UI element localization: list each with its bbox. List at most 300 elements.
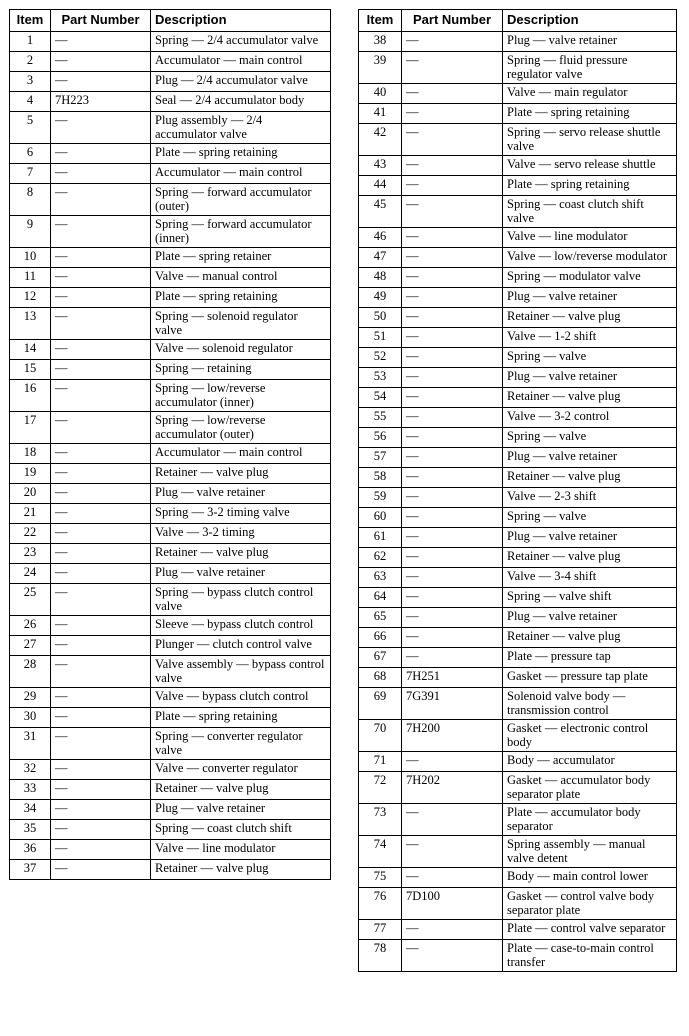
part-number-cell: 7G391 — [402, 688, 503, 720]
table-row — [359, 836, 677, 868]
table-row — [10, 340, 331, 360]
part-number-cell: — — [402, 348, 503, 368]
table-row — [359, 368, 677, 388]
item-cell: 62 — [359, 548, 402, 568]
item-cell: 35 — [10, 820, 51, 840]
table-row — [10, 760, 331, 780]
description-cell: Spring — 3-2 timing valve — [151, 504, 331, 524]
item-cell: 30 — [10, 708, 51, 728]
table-row — [10, 860, 331, 880]
item-cell: 77 — [359, 920, 402, 940]
description-cell: Plug — valve retainer — [503, 448, 677, 468]
part-number-cell: — — [51, 820, 151, 840]
item-cell: 65 — [359, 608, 402, 628]
part-number-cell: — — [51, 380, 151, 412]
part-number-cell: — — [402, 804, 503, 836]
description-cell: Spring — servo release shuttle valve — [503, 124, 677, 156]
table-row — [359, 32, 677, 52]
part-number-cell: — — [402, 868, 503, 888]
part-number-cell: — — [51, 184, 151, 216]
table-row — [10, 504, 331, 524]
item-cell: 19 — [10, 464, 51, 484]
description-cell: Retainer — valve plug — [151, 464, 331, 484]
description-cell: Accumulator — main control — [151, 52, 331, 72]
description-cell: Spring — low/reverse accumulator (inner) — [151, 380, 331, 412]
table-row — [10, 144, 331, 164]
description-cell: Plate — case-to-main control transfer — [503, 940, 677, 972]
part-number-cell: — — [51, 32, 151, 52]
part-number-cell: — — [402, 588, 503, 608]
table-row — [359, 328, 677, 348]
description-cell: Valve assembly — bypass control valve — [151, 656, 331, 688]
part-number-cell: — — [51, 760, 151, 780]
description-cell: Accumulator — main control — [151, 444, 331, 464]
part-number-cell: — — [51, 444, 151, 464]
item-cell: 57 — [359, 448, 402, 468]
description-cell: Spring — valve — [503, 508, 677, 528]
item-cell: 33 — [10, 780, 51, 800]
parts-table-left — [9, 9, 331, 880]
item-cell: 68 — [359, 668, 402, 688]
item-cell: 31 — [10, 728, 51, 760]
table-row — [359, 308, 677, 328]
table-row — [10, 636, 331, 656]
table-row — [10, 32, 331, 52]
item-cell: 39 — [359, 52, 402, 84]
item-cell: 58 — [359, 468, 402, 488]
table-row — [10, 248, 331, 268]
item-cell: 15 — [10, 360, 51, 380]
table-row — [359, 608, 677, 628]
description-cell: Retainer — valve plug — [503, 468, 677, 488]
item-cell: 20 — [10, 484, 51, 504]
table-row — [10, 112, 331, 144]
description-cell: Spring — solenoid regulator valve — [151, 308, 331, 340]
item-cell: 41 — [359, 104, 402, 124]
table-row — [10, 544, 331, 564]
item-cell: 29 — [10, 688, 51, 708]
part-number-cell: — — [51, 800, 151, 820]
part-number-cell: — — [402, 368, 503, 388]
item-cell: 3 — [10, 72, 51, 92]
part-number-cell: — — [402, 940, 503, 972]
table-row — [359, 176, 677, 196]
part-number-cell: — — [51, 412, 151, 444]
part-number-cell: — — [402, 228, 503, 248]
table-row — [359, 196, 677, 228]
table-row — [359, 288, 677, 308]
description-cell: Valve — converter regulator — [151, 760, 331, 780]
part-number-cell: — — [402, 508, 503, 528]
item-cell: 56 — [359, 428, 402, 448]
description-cell: Plate — pressure tap — [503, 648, 677, 668]
table-row — [359, 868, 677, 888]
part-number-cell: — — [402, 104, 503, 124]
part-number-cell: — — [402, 248, 503, 268]
part-number-cell: 7H202 — [402, 772, 503, 804]
part-number-cell: — — [51, 268, 151, 288]
part-number-cell: — — [51, 52, 151, 72]
table-row — [10, 484, 331, 504]
table-row — [10, 184, 331, 216]
part-number-cell: — — [402, 628, 503, 648]
description-cell: Spring — low/reverse accumulator (outer) — [151, 412, 331, 444]
part-number-cell: — — [402, 288, 503, 308]
item-cell: 5 — [10, 112, 51, 144]
description-cell: Solenoid valve body — transmission control — [503, 688, 677, 720]
item-cell: 4 — [10, 92, 51, 112]
table-row — [10, 308, 331, 340]
item-cell: 59 — [359, 488, 402, 508]
item-cell: 6 — [10, 144, 51, 164]
item-cell: 54 — [359, 388, 402, 408]
part-number-cell: — — [402, 32, 503, 52]
part-number-cell: — — [51, 860, 151, 880]
table-row — [10, 92, 331, 112]
item-cell: 34 — [10, 800, 51, 820]
description-cell: Valve — low/reverse modulator — [503, 248, 677, 268]
part-number-cell: — — [51, 484, 151, 504]
table-row — [359, 668, 677, 688]
item-cell: 43 — [359, 156, 402, 176]
item-cell: 67 — [359, 648, 402, 668]
part-number-cell: — — [402, 408, 503, 428]
description-cell: Spring assembly — manual valve detent — [503, 836, 677, 868]
item-cell: 14 — [10, 340, 51, 360]
part-number-cell: — — [402, 752, 503, 772]
item-cell: 1 — [10, 32, 51, 52]
table-row — [359, 752, 677, 772]
part-number-cell: — — [51, 464, 151, 484]
table-row — [359, 348, 677, 368]
item-cell: 61 — [359, 528, 402, 548]
part-number-cell: — — [402, 196, 503, 228]
description-cell: Plug — valve retainer — [151, 800, 331, 820]
table-row — [359, 772, 677, 804]
item-cell: 37 — [10, 860, 51, 880]
item-cell: 10 — [10, 248, 51, 268]
item-cell: 12 — [10, 288, 51, 308]
table-row — [359, 940, 677, 972]
description-cell: Plug — valve retainer — [503, 32, 677, 52]
header-item: Item — [359, 10, 402, 32]
description-cell: Plate — spring retaining — [151, 288, 331, 308]
description-cell: Plate — spring retaining — [503, 104, 677, 124]
table-row — [359, 124, 677, 156]
part-number-cell: — — [51, 340, 151, 360]
table-row — [359, 888, 677, 920]
item-cell: 11 — [10, 268, 51, 288]
part-number-cell: — — [51, 544, 151, 564]
part-number-cell: — — [51, 144, 151, 164]
part-number-cell: — — [402, 648, 503, 668]
description-cell: Valve — 2-3 shift — [503, 488, 677, 508]
header-row — [359, 10, 677, 32]
item-cell: 63 — [359, 568, 402, 588]
table-row — [10, 584, 331, 616]
table-row — [359, 588, 677, 608]
item-cell: 46 — [359, 228, 402, 248]
part-number-cell: — — [402, 428, 503, 448]
part-number-cell: 7D100 — [402, 888, 503, 920]
table-row — [10, 464, 331, 484]
table-body-left — [10, 32, 331, 880]
description-cell: Plug — 2/4 accumulator valve — [151, 72, 331, 92]
item-cell: 55 — [359, 408, 402, 428]
description-cell: Plug — valve retainer — [151, 564, 331, 584]
part-number-cell: — — [51, 288, 151, 308]
table-row — [10, 820, 331, 840]
item-cell: 36 — [10, 840, 51, 860]
description-cell: Valve — manual control — [151, 268, 331, 288]
description-cell: Plug assembly — 2/4 accumulator valve — [151, 112, 331, 144]
part-number-cell: — — [51, 728, 151, 760]
item-cell: 42 — [359, 124, 402, 156]
description-cell: Plug — valve retainer — [503, 368, 677, 388]
description-cell: Valve — main regulator — [503, 84, 677, 104]
item-cell: 13 — [10, 308, 51, 340]
header-item: Item — [10, 10, 51, 32]
table-row — [10, 656, 331, 688]
item-cell: 28 — [10, 656, 51, 688]
item-cell: 69 — [359, 688, 402, 720]
description-cell: Plug — valve retainer — [503, 608, 677, 628]
item-cell: 22 — [10, 524, 51, 544]
part-number-cell: — — [402, 52, 503, 84]
description-cell: Valve — line modulator — [503, 228, 677, 248]
part-number-cell: — — [402, 268, 503, 288]
item-cell: 9 — [10, 216, 51, 248]
item-cell: 25 — [10, 584, 51, 616]
description-cell: Spring — coast clutch shift valve — [503, 196, 677, 228]
description-cell: Plate — accumulator body separator — [503, 804, 677, 836]
part-number-cell: — — [402, 528, 503, 548]
description-cell: Spring — retaining — [151, 360, 331, 380]
table-row — [359, 528, 677, 548]
part-number-cell: — — [51, 780, 151, 800]
table-row — [10, 164, 331, 184]
table-row — [359, 548, 677, 568]
part-number-cell: — — [402, 568, 503, 588]
table-row — [359, 52, 677, 84]
description-cell: Retainer — valve plug — [503, 628, 677, 648]
part-number-cell: — — [402, 328, 503, 348]
part-number-cell: — — [402, 176, 503, 196]
table-row — [10, 616, 331, 636]
table-row — [359, 408, 677, 428]
table-row — [10, 780, 331, 800]
part-number-cell: — — [51, 584, 151, 616]
description-cell: Sleeve — bypass clutch control — [151, 616, 331, 636]
header-row — [10, 10, 331, 32]
item-cell: 73 — [359, 804, 402, 836]
table-row — [359, 268, 677, 288]
parts-table-right — [358, 9, 677, 972]
table-row — [359, 156, 677, 176]
part-number-cell: — — [51, 72, 151, 92]
table-row — [10, 72, 331, 92]
part-number-cell: — — [51, 688, 151, 708]
item-cell: 27 — [10, 636, 51, 656]
description-cell: Valve — 1-2 shift — [503, 328, 677, 348]
description-cell: Spring — forward accumulator (inner) — [151, 216, 331, 248]
item-cell: 53 — [359, 368, 402, 388]
table-row — [10, 800, 331, 820]
part-number-cell: — — [402, 156, 503, 176]
item-cell: 18 — [10, 444, 51, 464]
part-number-cell: — — [402, 920, 503, 940]
part-number-cell: — — [51, 636, 151, 656]
table-row — [10, 708, 331, 728]
description-cell: Spring — fluid pressure regulator valve — [503, 52, 677, 84]
part-number-cell: — — [402, 488, 503, 508]
item-cell: 72 — [359, 772, 402, 804]
part-number-cell: — — [51, 564, 151, 584]
part-number-cell: — — [51, 524, 151, 544]
description-cell: Spring — valve — [503, 348, 677, 368]
description-cell: Plug — valve retainer — [151, 484, 331, 504]
description-cell: Valve — bypass clutch control — [151, 688, 331, 708]
item-cell: 76 — [359, 888, 402, 920]
item-cell: 7 — [10, 164, 51, 184]
description-cell: Valve — 3-4 shift — [503, 568, 677, 588]
item-cell: 26 — [10, 616, 51, 636]
table-row — [10, 444, 331, 464]
table-row — [10, 360, 331, 380]
item-cell: 48 — [359, 268, 402, 288]
item-cell: 24 — [10, 564, 51, 584]
description-cell: Retainer — valve plug — [503, 308, 677, 328]
description-cell: Gasket — pressure tap plate — [503, 668, 677, 688]
table-row — [10, 380, 331, 412]
table-row — [10, 216, 331, 248]
part-number-cell: — — [402, 836, 503, 868]
table-body-right — [359, 32, 677, 972]
item-cell: 16 — [10, 380, 51, 412]
table-row — [359, 388, 677, 408]
description-cell: Spring — 2/4 accumulator valve — [151, 32, 331, 52]
part-number-cell: — — [402, 124, 503, 156]
description-cell: Retainer — valve plug — [151, 780, 331, 800]
part-number-cell: — — [51, 216, 151, 248]
header-part-number: Part Number — [51, 10, 151, 32]
description-cell: Plate — spring retainer — [151, 248, 331, 268]
item-cell: 32 — [10, 760, 51, 780]
part-number-cell: — — [51, 616, 151, 636]
description-cell: Plate — control valve separator — [503, 920, 677, 940]
description-cell: Gasket — accumulator body separator plate — [503, 772, 677, 804]
description-cell: Plate — spring retaining — [151, 144, 331, 164]
table-row — [359, 104, 677, 124]
item-cell: 38 — [359, 32, 402, 52]
item-cell: 64 — [359, 588, 402, 608]
item-cell: 71 — [359, 752, 402, 772]
table-row — [359, 84, 677, 104]
table-row — [359, 448, 677, 468]
table-row — [10, 412, 331, 444]
table-row — [359, 488, 677, 508]
table-row — [359, 688, 677, 720]
table-row — [10, 688, 331, 708]
table-row — [359, 508, 677, 528]
item-cell: 66 — [359, 628, 402, 648]
header-description: Description — [151, 10, 331, 32]
table-row — [359, 648, 677, 668]
item-cell: 60 — [359, 508, 402, 528]
part-number-cell: — — [402, 448, 503, 468]
description-cell: Spring — bypass clutch control valve — [151, 584, 331, 616]
description-cell: Retainer — valve plug — [151, 544, 331, 564]
description-cell: Body — main control lower — [503, 868, 677, 888]
item-cell: 74 — [359, 836, 402, 868]
description-cell: Plug — valve retainer — [503, 528, 677, 548]
item-cell: 8 — [10, 184, 51, 216]
description-cell: Gasket — electronic control body — [503, 720, 677, 752]
item-cell: 70 — [359, 720, 402, 752]
description-cell: Plate — spring retaining — [503, 176, 677, 196]
description-cell: Plug — valve retainer — [503, 288, 677, 308]
description-cell: Plate — spring retaining — [151, 708, 331, 728]
item-cell: 47 — [359, 248, 402, 268]
part-number-cell: — — [51, 112, 151, 144]
description-cell: Retainer — valve plug — [503, 548, 677, 568]
description-cell: Valve — 3-2 timing — [151, 524, 331, 544]
item-cell: 17 — [10, 412, 51, 444]
description-cell: Spring — coast clutch shift — [151, 820, 331, 840]
item-cell: 50 — [359, 308, 402, 328]
part-number-cell: — — [402, 388, 503, 408]
item-cell: 49 — [359, 288, 402, 308]
table-row — [10, 564, 331, 584]
table-row — [359, 248, 677, 268]
description-cell: Spring — converter regulator valve — [151, 728, 331, 760]
part-number-cell: — — [51, 308, 151, 340]
item-cell: 40 — [359, 84, 402, 104]
part-number-cell: — — [51, 504, 151, 524]
part-number-cell: — — [51, 164, 151, 184]
part-number-cell: — — [51, 360, 151, 380]
table-row — [10, 268, 331, 288]
description-cell: Spring — valve — [503, 428, 677, 448]
table-row — [359, 920, 677, 940]
item-cell: 44 — [359, 176, 402, 196]
description-cell: Retainer — valve plug — [151, 860, 331, 880]
table-row — [359, 720, 677, 752]
part-number-cell: 7H251 — [402, 668, 503, 688]
header-description: Description — [503, 10, 677, 32]
item-cell: 78 — [359, 940, 402, 972]
part-number-cell: — — [51, 248, 151, 268]
item-cell: 21 — [10, 504, 51, 524]
description-cell: Valve — line modulator — [151, 840, 331, 860]
table-row — [359, 468, 677, 488]
item-cell: 23 — [10, 544, 51, 564]
part-number-cell: — — [402, 308, 503, 328]
part-number-cell: — — [402, 84, 503, 104]
part-number-cell: — — [51, 708, 151, 728]
description-cell: Spring — modulator valve — [503, 268, 677, 288]
table-row — [359, 568, 677, 588]
part-number-cell: — — [51, 656, 151, 688]
item-cell: 45 — [359, 196, 402, 228]
description-cell: Spring — forward accumulator (outer) — [151, 184, 331, 216]
table-row — [10, 728, 331, 760]
table-row — [359, 628, 677, 648]
description-cell: Accumulator — main control — [151, 164, 331, 184]
description-cell: Valve — 3-2 control — [503, 408, 677, 428]
table-row — [10, 52, 331, 72]
description-cell: Valve — servo release shuttle — [503, 156, 677, 176]
